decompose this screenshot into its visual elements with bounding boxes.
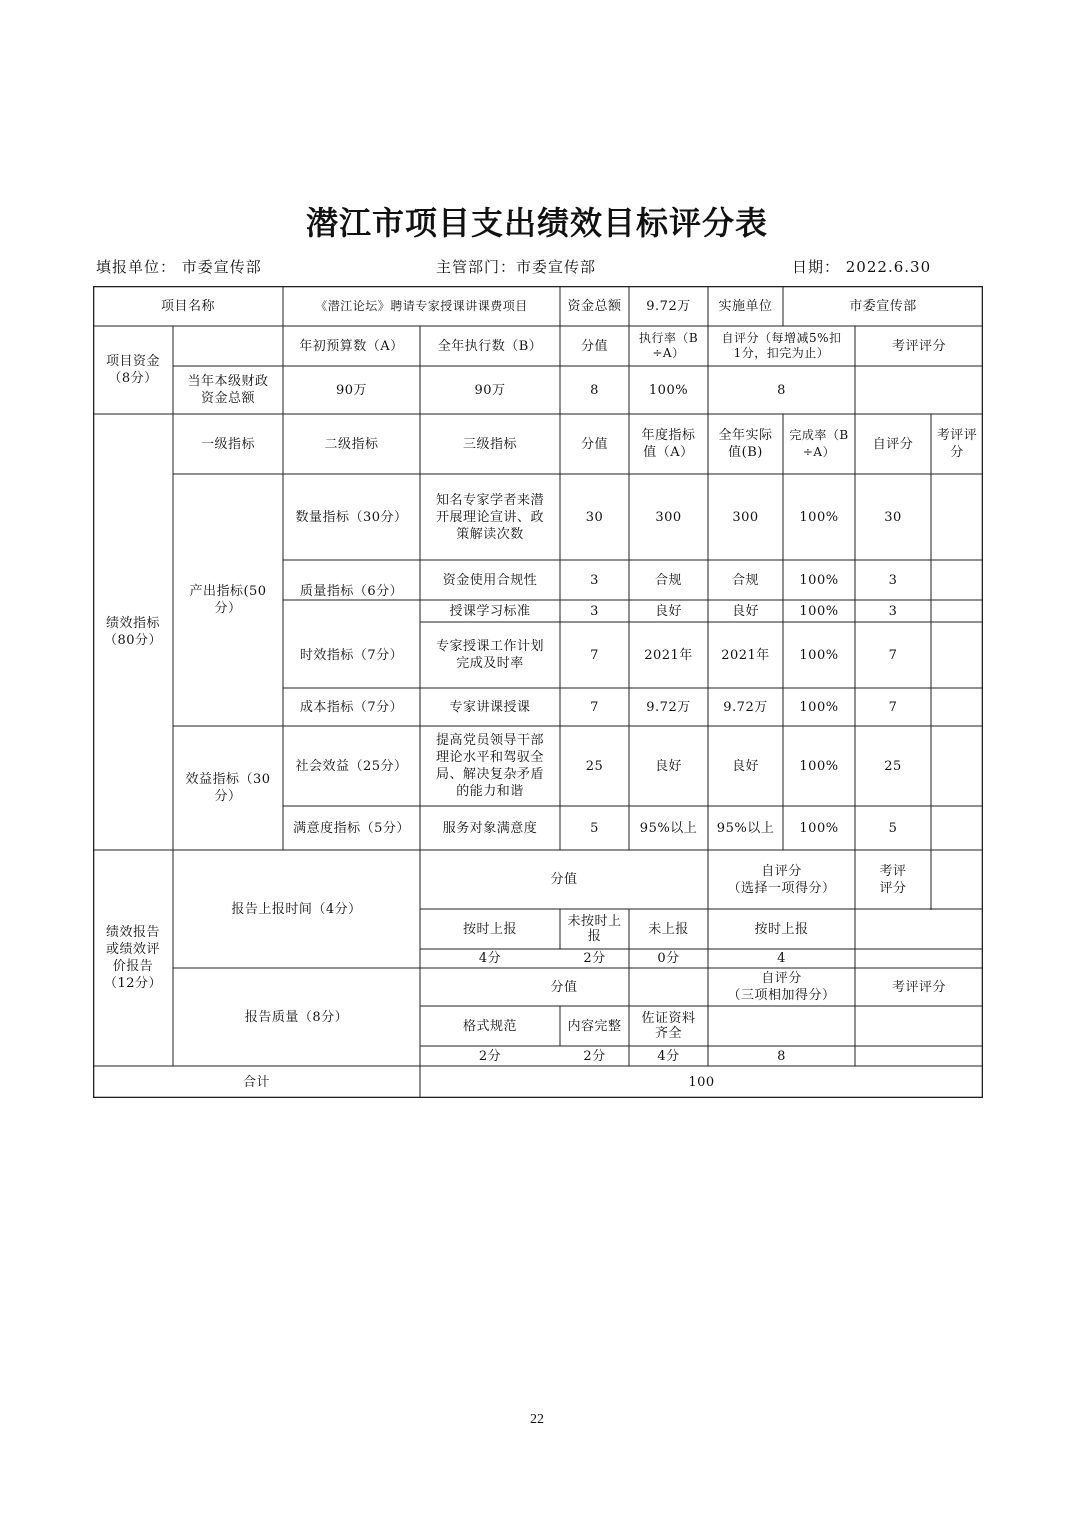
perf-rate: 100% [799, 820, 839, 836]
report-time-points: 2分 [583, 951, 606, 966]
perf-score: 7 [590, 647, 599, 663]
perf-rate: 100% [799, 699, 839, 715]
report-time-option: 未上报 [648, 921, 689, 937]
level2-satisfaction: 满意度指标（5分） [293, 820, 410, 836]
report-time-option: 未按时上 报 [567, 914, 622, 944]
perf-l3: 提高党员领导干部 理论水平和驾驭全 局、解决复杂矛盾 的能力和谐 [435, 733, 544, 799]
report-time-score-label: 分值 [550, 872, 578, 887]
perf-self: 7 [888, 647, 898, 663]
filling-unit: 填报单位： 市委宣传部 [96, 258, 262, 276]
impl-unit-label: 实施单位 [718, 298, 773, 314]
report-time-option: 按时上报 [462, 921, 517, 937]
report-quality-self-score: 8 [777, 1048, 786, 1064]
funds-header: 分值 [580, 338, 608, 354]
report-time-label: 报告上报时间（4分） [231, 901, 362, 917]
report-time-self-label: 自评分 （选择一项得分） [727, 863, 836, 896]
project-name: 《潜江论坛》聘请专家授课讲课费项目 [315, 298, 528, 313]
perf-self: 25 [884, 758, 902, 774]
report-time-selected: 按时上报 [754, 921, 809, 937]
funds-executed: 90万 [474, 382, 506, 398]
perf-l3: 授课学习标准 [449, 603, 531, 619]
perf-header: 全年实际 值(B) [718, 428, 773, 460]
report-time-self-score: 4 [777, 951, 786, 966]
perf-score: 3 [590, 572, 599, 588]
level2-social: 社会效益（25分） [295, 758, 408, 774]
project-name-label: 项目名称 [160, 298, 215, 314]
report-quality-points: 2分 [478, 1048, 502, 1064]
funds-header: 考评评分 [891, 338, 946, 354]
report-quality-option: 内容完整 [567, 1018, 622, 1034]
total-value: 100 [688, 1074, 715, 1090]
total-fund: 9.72万 [646, 298, 691, 314]
perf-l3: 专家授课工作计划 完成及时率 [435, 639, 544, 671]
perf-review [931, 726, 983, 806]
perf-score: 25 [585, 758, 604, 774]
perf-self: 30 [884, 509, 902, 525]
perf-target: 9.72万 [646, 699, 691, 715]
perf-target: 300 [655, 509, 682, 525]
report-time-points: 4分 [478, 951, 502, 966]
report-quality-review-label: 考评评分 [891, 979, 946, 995]
funds-header: 自评分（每增减5%扣 1分，扣完为止） [721, 331, 842, 360]
perf-actual: 合规 [731, 572, 759, 588]
total-label: 合计 [242, 1074, 270, 1090]
perf-self: 3 [888, 572, 898, 588]
perf-review [931, 474, 983, 560]
report-quality-points: 2分 [583, 1048, 606, 1064]
perf-l3: 服务对象满意度 [442, 820, 538, 836]
perf-rate: 100% [799, 509, 839, 525]
funds-budget: 90万 [335, 382, 368, 398]
perf-score: 30 [585, 509, 604, 525]
perf-self: 5 [888, 820, 898, 836]
perf-self: 7 [888, 699, 898, 715]
report-quality-points: 4分 [657, 1048, 680, 1064]
page-title: 潜江市项目支出绩效目标评分表 [305, 204, 768, 242]
perf-review [931, 560, 983, 600]
funds-header: 执行率（B ÷A） [638, 331, 699, 360]
report-quality-score-label: 分值 [550, 979, 578, 995]
perf-header: 完成率（B ÷A） [789, 428, 849, 459]
funds-self-score: 8 [777, 382, 786, 398]
funds-review [855, 366, 983, 414]
perf-score: 5 [590, 820, 599, 836]
funds-row-label: 当年本级财政 资金总额 [187, 374, 269, 406]
page-number: 22 [530, 1412, 544, 1427]
funds-header: 年初预算数（A） [299, 338, 404, 354]
funds-score: 8 [590, 382, 599, 398]
report-date: 日期： 2022.6.30 [792, 258, 932, 276]
level2-quality: 质量指标（6分） [299, 583, 404, 599]
perf-header: 年度指标 值（A） [641, 428, 696, 460]
perf-target: 合规 [654, 572, 682, 588]
level1-benefit: 效益指标（30 分） [185, 772, 271, 804]
perf-target: 95%以上 [639, 820, 698, 836]
report-time-points: 0分 [657, 951, 680, 966]
perf-score: 7 [590, 699, 599, 715]
perf-review [931, 622, 983, 688]
perf-target: 良好 [654, 758, 682, 774]
perf-header: 一级指标 [200, 436, 255, 452]
perf-header: 自评分 [872, 436, 914, 452]
level2-cost: 成本指标（7分） [299, 699, 404, 715]
perf-actual: 300 [732, 509, 759, 525]
level1-output: 产出指标(50 分） [189, 584, 267, 616]
perf-actual: 良好 [731, 603, 759, 619]
report-section-label: 绩效报告 或绩效评 价报告 （12分） [103, 925, 163, 991]
funds-rate: 100% [648, 382, 689, 398]
perf-review [931, 806, 983, 850]
perf-rate: 100% [799, 572, 839, 588]
perf-rate: 100% [799, 647, 839, 663]
funds-header: 全年执行数（B） [437, 338, 543, 354]
impl-unit: 市委宣传部 [849, 298, 917, 314]
level2-timeliness: 时效指标（7分） [299, 647, 404, 663]
perf-score: 3 [590, 603, 599, 619]
perf-review [931, 688, 983, 726]
perf-header: 三级指标 [462, 436, 517, 452]
score-table [93, 286, 983, 1098]
total-fund-label: 资金总额 [567, 298, 622, 314]
perf-l3: 专家讲课授课 [449, 699, 531, 715]
perf-self: 3 [888, 603, 898, 619]
perf-rate: 100% [799, 758, 839, 774]
perf-header: 分值 [580, 436, 608, 452]
report-quality-option: 佐证资料 齐全 [641, 1011, 696, 1041]
report-quality-self-label: 自评分 （三项相加得分） [727, 971, 836, 1003]
perf-target: 2021年 [644, 647, 693, 663]
perf-rate: 100% [799, 603, 839, 619]
perf-header: 考评评 分 [936, 428, 978, 460]
report-quality-option: 格式规范 [462, 1018, 517, 1034]
perf-review [931, 600, 983, 622]
report-time-review-label: 考评 评分 [879, 863, 907, 896]
perf-actual: 良好 [731, 758, 759, 774]
perf-target: 良好 [654, 603, 682, 619]
perf-actual: 9.72万 [723, 699, 768, 715]
funds-section-label: 项目资金 （8分） [105, 354, 160, 386]
perf-section-label: 绩效指标 （80分） [103, 616, 163, 648]
perf-l3: 资金使用合规性 [442, 572, 538, 588]
perf-header: 二级指标 [324, 436, 379, 452]
perf-actual: 2021年 [721, 647, 770, 663]
supervising-department: 主管部门：市委宣传部 [436, 258, 597, 276]
perf-l3: 知名专家学者来潜 开展理论宣讲、政 策解读次数 [435, 492, 544, 542]
perf-actual: 95%以上 [716, 820, 775, 836]
level2-quantity: 数量指标（30分） [295, 509, 408, 525]
report-quality-label: 报告质量（8分） [244, 1009, 349, 1025]
